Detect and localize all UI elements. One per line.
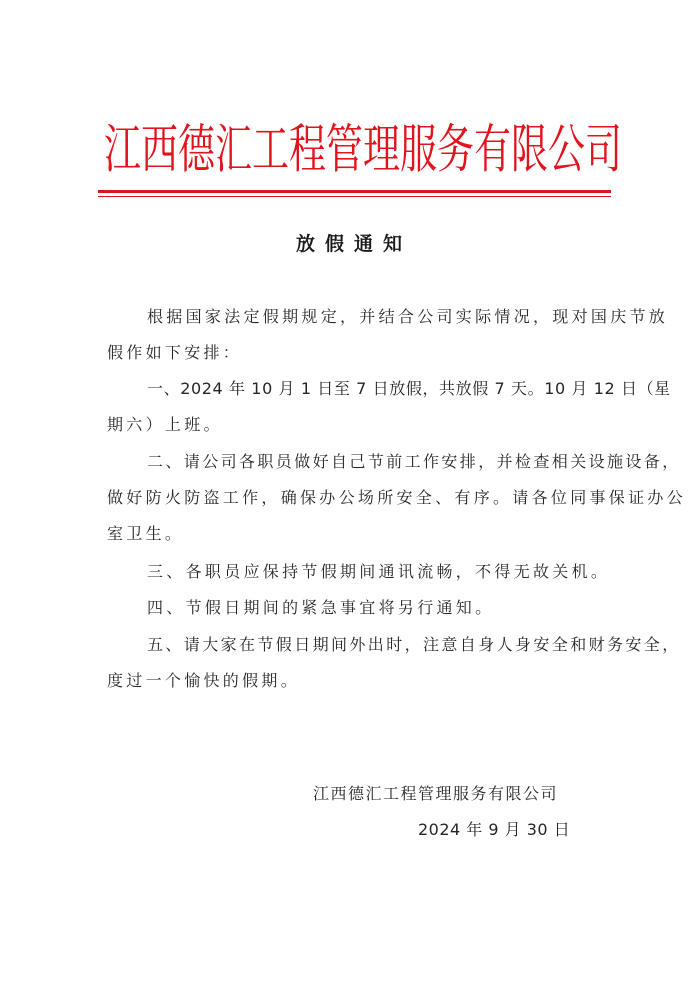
text-line: 四、节假日期间的紧急事宜将另行通知。 xyxy=(147,598,495,617)
text-line: 五、请大家在节假日期间外出时，注意自身人身安全和财务安全， xyxy=(147,635,681,654)
text-line: 度过一个愉快的假期。 xyxy=(107,671,301,690)
text-line: 室卫生。 xyxy=(107,524,185,543)
notice-title: 放假通知 xyxy=(295,233,412,255)
text-line: 期六）上班。 xyxy=(107,415,223,434)
signature-company: 江西德汇工程管理服务有限公司 xyxy=(313,784,559,803)
text-line: 一、2024 年 10 月 1 日至 7 日放假，共放假 7 天。10 月 12 日（星 xyxy=(147,379,671,398)
letterhead-rule-thick xyxy=(98,190,611,193)
company-letterhead-title: 江西德汇工程管理服务有限公司 xyxy=(104,118,622,180)
text-line: 做好防火防盗工作，确保办公场所安全、有序。请各位同事保证办公 xyxy=(107,488,687,507)
signature-date: 2024 年 9 月 30 日 xyxy=(418,820,571,839)
letterhead-rule-thin xyxy=(98,196,611,197)
text-line: 三、各职员应保持节假期间通讯流畅，不得无故关机。 xyxy=(147,562,611,581)
text-line: 二、请公司各职员做好自己节前工作安排，并检查相关设施设备， xyxy=(147,452,681,471)
text-line: 假作如下安排： xyxy=(107,343,243,362)
text-line: 根据国家法定假期规定，并结合公司实际情况，现对国庆节放 xyxy=(147,307,669,326)
